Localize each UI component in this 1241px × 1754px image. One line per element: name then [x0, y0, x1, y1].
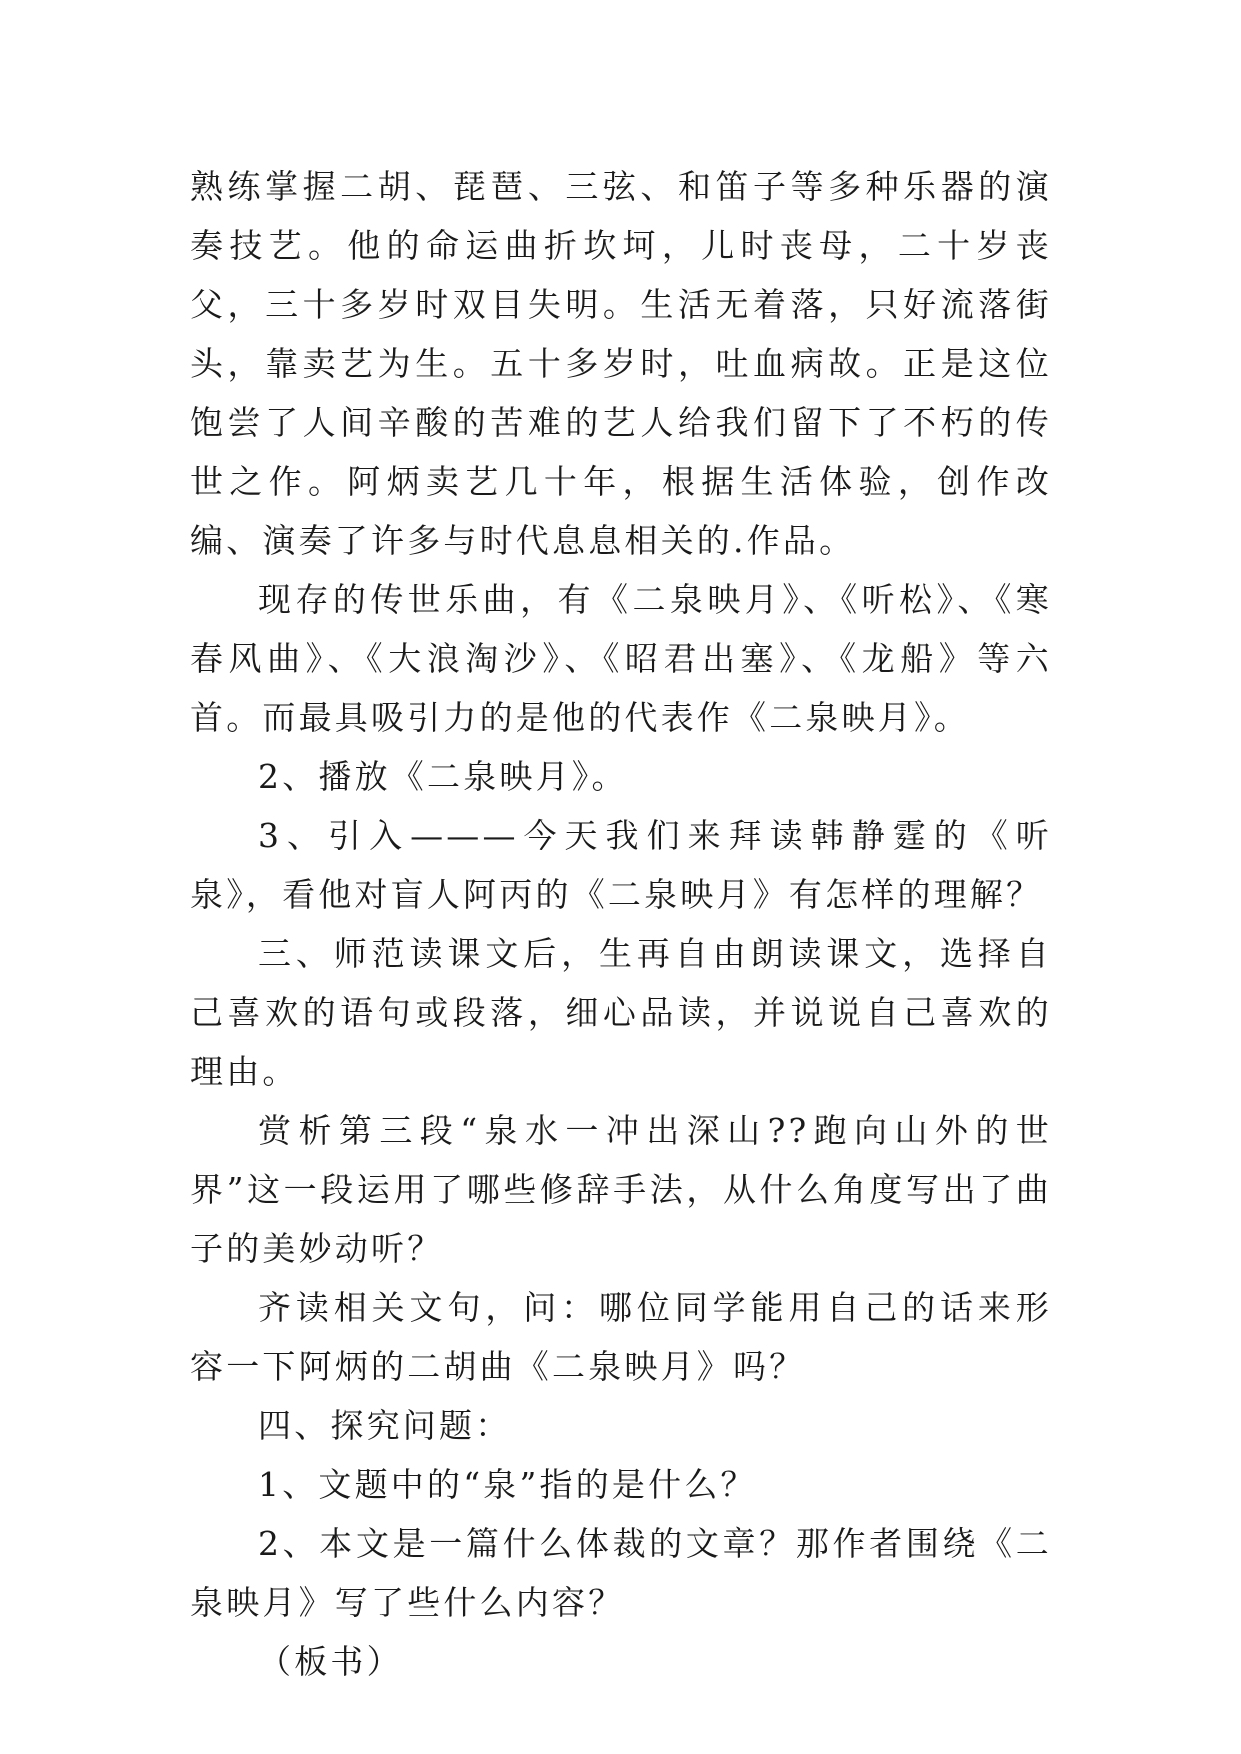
paragraph-question-one: 1、文题中的“泉”指的是什么？ — [258, 1465, 757, 1504]
paragraph-abing-biography: 熟练掌握二胡、琵琶、三弦、和笛子等多种乐器的演奏技艺。他的命运曲折坎坷，儿时丧母，二十岁丧父，三十多岁时双目失明。生活无着落，只好流落街头，靠卖艺为生。五十多岁时，吐血病故。正是这位饱尝了人间辛酸的苦难的艺人给我们留下了不朽的传世之作。阿炳卖艺几十年，根据生活体验，创作改编、演奏了许多与时代息息相关的.作品。 — [190, 167, 1052, 560]
paragraph-group-reading: 齐读相关文句，问：哪位同学能用自己的话来形容一下阿炳的二胡曲《二泉映月》吗？ — [190, 1288, 1052, 1386]
paragraph-question-two: 2、本文是一篇什么体裁的文章？那作者围绕《二泉映月》写了些什么内容？ — [190, 1524, 1052, 1622]
paragraph-teacher-reading: 三、师范读课文后，生再自由朗读课文，选择自己喜欢的语句或段落，细心品读，并说说自己喜欢的理由。 — [190, 934, 1052, 1091]
paragraph-explore-heading: 四、探究问题： — [258, 1406, 512, 1445]
paragraph-surviving-works: 现存的传世乐曲，有《二泉映月》、《听松》、《寒春风曲》、《大浪淘沙》、《昭君出塞》、《龙船》等六首。而最具吸引力的是他的代表作《二泉映月》。 — [190, 580, 1052, 737]
paragraph-play-music: 2、播放《二泉映月》。 — [258, 757, 628, 796]
paragraph-appreciation: 赏析第三段“泉水一冲出深山??跑向山外的世界”这一段运用了哪些修辞手法，从什么角度写出了曲子的美妙动听？ — [190, 1111, 1052, 1268]
paragraph-blackboard-note: （板书） — [258, 1642, 403, 1681]
paragraph-introduction: 3、引入———今天我们来拜读韩静霆的《听泉》，看他对盲人阿丙的《二泉映月》有怎样的理解？ — [190, 816, 1052, 914]
document-page — [190, 157, 1052, 1691]
